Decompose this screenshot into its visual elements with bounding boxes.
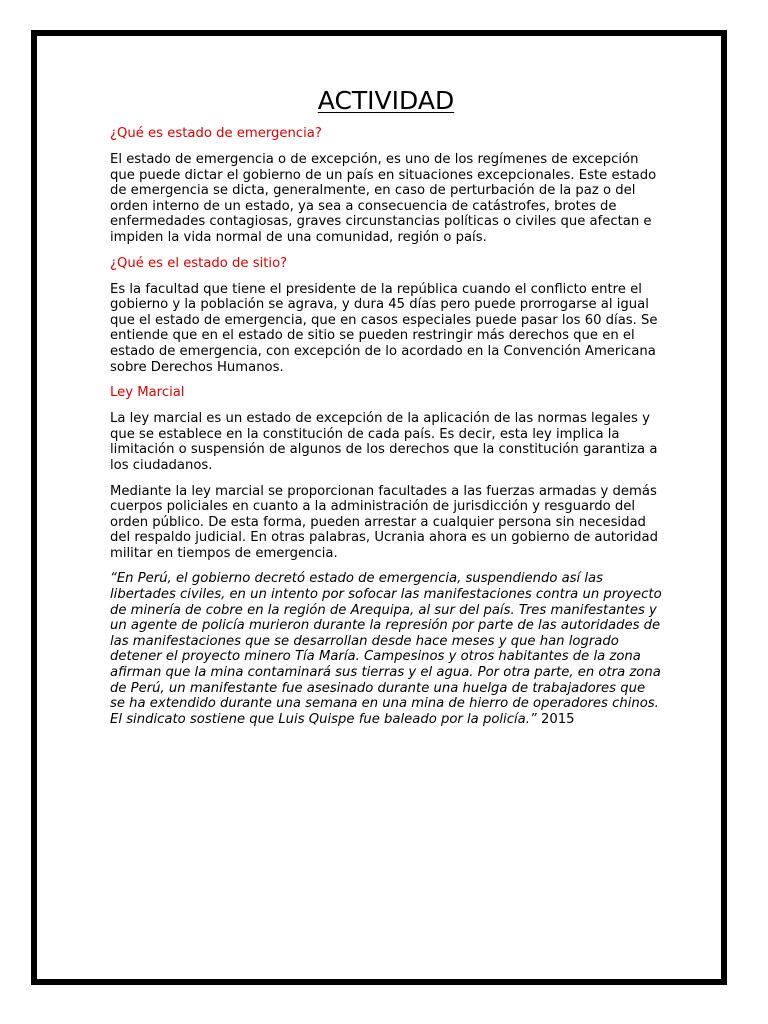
paragraph-ley-marcial-1: La ley marcial es un estado de excepción de la aplicación de las normas legales y que se establece en la constitución de cada país. Es decir, esta ley implica la limitación o suspensión de algunos de los derechos que la constitución garantiza a los ciudadanos. xyxy=(110,411,658,473)
paragraph-estado-sitio: Es la facultad que tiene el presidente de la república cuando el conflicto entre el gobierno y la población se agrava, y dura 45 días pero puede prorrogarse al igual que el estado de emergencia, que en casos especiales puede pasar los 60 días. Se entiende que en el estado de sitio se pueden restringir más derechos que en el estado de emergencia, con excepción de lo acordado en la Convención Americana sobre Derechos Humanos. xyxy=(110,281,658,375)
heading-estado-sitio: ¿Qué es el estado de sitio? xyxy=(110,255,288,271)
paragraph-ley-marcial-2: Mediante la ley marcial se proporcionan facultades a las fuerzas armadas y demás cuerpos policiales en cuanto a la administración de jurisdicción y resguardo del orden público. De esta forma, pueden arrestar a cualquier persona sin necesidad del respaldo judicial. En otras palabras, Ucrania ahora es un gobierno de autoridad militar en tiempos de emergencia. xyxy=(110,483,658,561)
document-title: ACTIVIDAD xyxy=(317,86,455,115)
quote-year: 2015 xyxy=(540,711,575,727)
heading-ley-marcial: Ley Marcial xyxy=(110,385,185,401)
heading-estado-emergencia: ¿Qué es estado de emergencia? xyxy=(110,126,322,141)
document-body xyxy=(110,86,662,737)
quote-text: “En Perú, el gobierno decretó estado de emergencia, suspendiendo así las libertades civiles, en un intento por sofocar las manifestaciones contra un proyecto de minería de cobre en la región de Arequipa, al sur del país. Tres manifestantes y un agente de policía murieron durante la represión por parte de las autoridades de las manifestaciones que se desarrollan desde hace meses y que han logrado detener el proyecto minero Tía María. Campesinos y otros habitantes de la zona afirman que la mina contaminará sus tierras y el agua. Por otra parte, en otra zona de Perú, un manifestante fue asesinado durante una huelga de trabajadores que se ha extendido durante una semana en una mina de hierro de operadores chinos. El sindicato sostiene que Luis Quispe fue baleado por la policía.” xyxy=(110,571,662,727)
quote-block xyxy=(110,571,662,727)
paragraph-estado-emergencia: El estado de emergencia o de excepción, es uno de los regímenes de excepción que puede dictar el gobierno de un país en situaciones excepcionales. Este estado de emergencia se dicta, generalmente, en caso de perturbación de la paz o del orden interno de un estado, ya sea a consecuencia de catástrofes, brotes de enfermedades contagiosas, graves circunstancias políticas o civiles que afectan e impiden la vida normal de una comunidad, región o país. xyxy=(110,152,657,245)
